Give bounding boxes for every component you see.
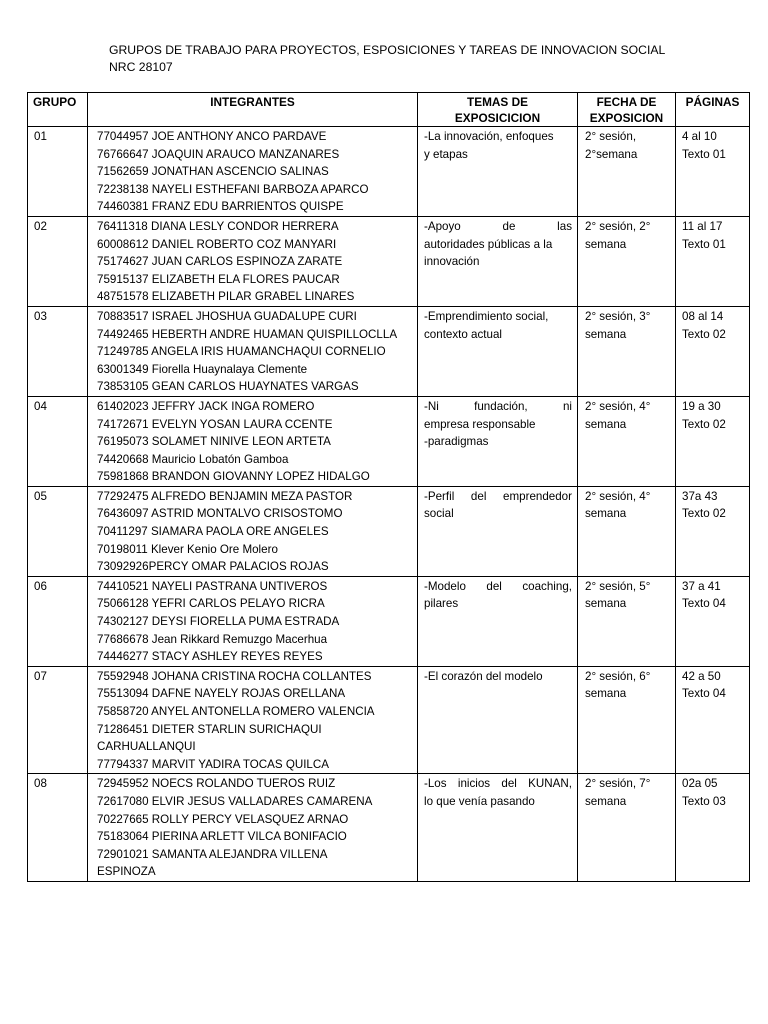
group-number: 05 xyxy=(28,486,88,576)
member-line: 77686678 Jean Rikkard Remuzgo Macerhua xyxy=(97,632,328,646)
header-date-line2: EXPOSICION xyxy=(589,111,664,125)
date-line: semana xyxy=(585,687,627,701)
member-line: 74420668 Mauricio Lobatón Gamboa xyxy=(97,452,289,466)
member-line: 75915137 ELIZABETH ELA FLORES PAUCAR xyxy=(97,272,340,286)
pages-line: 08 al 14 xyxy=(682,309,724,323)
member-line: 63001349 Fiorella Huaynalaya Clemente xyxy=(97,362,308,376)
member-line: 73092926PERCY OMAR PALACIOS ROJAS xyxy=(97,560,329,574)
exposition-topic xyxy=(418,666,578,774)
document-subtitle: NRC 28107 xyxy=(109,60,173,74)
topic-line: autoridades públicas a la xyxy=(424,237,553,251)
date-line: semana xyxy=(585,794,627,808)
member-line: 75981868 BRANDON GIOVANNY LOPEZ HIDALGO xyxy=(97,470,370,484)
table-row xyxy=(28,576,750,666)
pages-line: Texto 02 xyxy=(682,417,726,431)
member-line: 74410521 NAYELI PASTRANA UNTIVEROS xyxy=(97,579,328,593)
pages-line: Texto 02 xyxy=(682,507,726,521)
member-line: 75174627 JUAN CARLOS ESPINOZA ZARATE xyxy=(97,255,343,269)
table-row xyxy=(28,396,750,486)
exposition-date xyxy=(578,127,676,217)
group-members xyxy=(88,486,418,576)
topic-line: empresa responsable xyxy=(424,417,536,431)
header-group: GRUPO xyxy=(28,93,88,127)
member-line: 70198011 Klever Kenio Ore Molero xyxy=(97,542,278,556)
topic-line: -Los inicios del KUNAN, xyxy=(424,777,572,791)
group-number: 08 xyxy=(28,774,88,882)
exposition-topic xyxy=(418,216,578,306)
member-line: 73853105 GEAN CARLOS HUAYNATES VARGAS xyxy=(97,380,359,394)
pages-line: 42 a 50 xyxy=(682,669,721,683)
topic-line: -Perfil del emprendedor xyxy=(424,489,572,503)
member-line: 74492465 HEBERTH ANDRE HUAMAN QUISPILLOCLLA xyxy=(97,327,398,341)
date-line: semana xyxy=(585,597,627,611)
member-line: 72238138 NAYELI ESTHEFANI BARBOZA APARCO xyxy=(97,182,369,196)
table-row xyxy=(28,127,750,217)
date-line: semana xyxy=(585,237,627,251)
pages-line: 11 al 17 xyxy=(682,219,723,233)
header-topic-line1: TEMAS DE xyxy=(467,95,528,109)
pages-line: 02a 05 xyxy=(682,777,718,791)
pages-reference xyxy=(676,774,750,882)
pages-reference xyxy=(676,666,750,774)
topic-line: -paradigmas xyxy=(424,435,489,449)
table-row xyxy=(28,774,750,882)
date-line: 2° sesión, xyxy=(585,130,637,143)
group-number: 04 xyxy=(28,396,88,486)
pages-line: 37 a 41 xyxy=(682,579,721,593)
table-row xyxy=(28,486,750,576)
member-line: 72945952 NOECS ROLANDO TUEROS RUIZ xyxy=(97,777,336,791)
member-line: 76411318 DIANA LESLY CONDOR HERRERA xyxy=(97,219,339,233)
pages-line: Texto 04 xyxy=(682,687,726,701)
topic-line: -La innovación, enfoques xyxy=(424,130,554,143)
pages-line: 4 al 10 xyxy=(682,130,717,143)
table-row xyxy=(28,306,750,396)
member-line: 75592948 JOHANA CRISTINA ROCHA COLLANTES xyxy=(97,669,372,683)
member-line: 70411297 SIAMARA PAOLA ORE ANGELES xyxy=(97,525,329,539)
member-line: 72617080 ELVIR JESUS VALLADARES CAMARENA xyxy=(97,794,373,808)
exposition-date xyxy=(578,396,676,486)
topic-line: y etapas xyxy=(424,147,468,161)
member-line: 48751578 ELIZABETH PILAR GRABEL LINARES xyxy=(97,290,355,304)
groups-table xyxy=(27,92,750,882)
table-header-row xyxy=(28,93,750,127)
member-line: 72901021 SAMANTA ALEJANDRA VILLENA xyxy=(97,847,328,861)
member-line: 75183064 PIERINA ARLETT VILCA BONIFACIO xyxy=(97,830,347,844)
pages-line: Texto 01 xyxy=(682,147,726,161)
group-members xyxy=(88,127,418,217)
topic-line: -Apoyo de las xyxy=(424,219,572,233)
group-number: 07 xyxy=(28,666,88,774)
member-line: 75513094 DAFNE NAYELY ROJAS ORELLANA xyxy=(97,687,346,701)
pages-line: Texto 04 xyxy=(682,597,726,611)
member-line: 61402023 JEFFRY JACK INGA ROMERO xyxy=(97,399,315,413)
exposition-topic xyxy=(418,576,578,666)
group-number: 01 xyxy=(28,127,88,217)
group-members xyxy=(88,396,418,486)
pages-reference xyxy=(676,576,750,666)
member-line: 77794337 MARVIT YADIRA TOCAS QUILCA xyxy=(97,757,329,771)
group-members xyxy=(88,576,418,666)
date-line: semana xyxy=(585,327,627,341)
group-members xyxy=(88,774,418,882)
pages-line: Texto 02 xyxy=(682,327,726,341)
exposition-date xyxy=(578,216,676,306)
pages-line: Texto 03 xyxy=(682,794,726,808)
exposition-topic xyxy=(418,396,578,486)
pages-line: 19 a 30 xyxy=(682,399,721,413)
member-line: 76766647 JOAQUIN ARAUCO MANZANARES xyxy=(97,147,340,161)
exposition-topic xyxy=(418,486,578,576)
topic-line: pilares xyxy=(424,597,459,611)
exposition-date xyxy=(578,486,676,576)
member-line: 74446277 STACY ASHLEY REYES REYES xyxy=(97,650,323,664)
topic-line: -El corazón del modelo xyxy=(424,669,543,683)
topic-line: -Emprendimiento social, xyxy=(424,309,549,323)
pages-line: 37a 43 xyxy=(682,489,718,503)
member-line: 70883517 ISRAEL JHOSHUA GUADALUPE CURI xyxy=(97,309,357,323)
group-members xyxy=(88,306,418,396)
header-topic xyxy=(418,93,578,127)
date-line: semana xyxy=(585,417,627,431)
pages-reference xyxy=(676,216,750,306)
member-line: 71249785 ANGELA IRIS HUAMANCHAQUI CORNELIO xyxy=(97,345,386,359)
member-line: 71562659 JONATHAN ASCENCIO SALINAS xyxy=(97,165,329,179)
member-line: 70227665 ROLLY PERCY VELASQUEZ ARNAO xyxy=(97,812,349,826)
pages-reference xyxy=(676,396,750,486)
table-row xyxy=(28,216,750,306)
member-line: 74460381 FRANZ EDU BARRIENTOS QUISPE xyxy=(97,200,344,214)
date-line: 2° sesión, 3° xyxy=(585,309,651,323)
pages-reference xyxy=(676,486,750,576)
header-date xyxy=(578,93,676,127)
date-line: semana xyxy=(585,507,627,521)
pages-line: Texto 01 xyxy=(682,237,726,251)
member-line: 74172671 EVELYN YOSAN LAURA CCENTE xyxy=(97,417,333,431)
member-line: 76195073 SOLAMET NINIVE LEON ARTETA xyxy=(97,435,331,449)
exposition-date xyxy=(578,576,676,666)
date-line: 2° sesión, 7° xyxy=(585,777,651,791)
group-number: 02 xyxy=(28,216,88,306)
member-line: 75858720 ANYEL ANTONELLA ROMERO VALENCIA xyxy=(97,705,375,718)
member-line: 74302127 DEYSI FIORELLA PUMA ESTRADA xyxy=(97,615,340,629)
exposition-topic xyxy=(418,306,578,396)
exposition-topic xyxy=(418,774,578,882)
member-line: 77044957 JOE ANTHONY ANCO PARDAVE xyxy=(97,130,327,143)
member-line: 77292475 ALFREDO BENJAMIN MEZA PASTOR xyxy=(97,489,353,503)
table-body xyxy=(28,127,750,882)
member-line: CARHUALLANQUI xyxy=(97,740,196,754)
topic-line: innovación xyxy=(424,255,480,269)
date-line: 2° sesión, 4° xyxy=(585,399,651,413)
topic-line: lo que venía pasando xyxy=(424,794,535,808)
topic-line: -Ni fundación, ni xyxy=(424,399,572,413)
exposition-date xyxy=(578,306,676,396)
header-topic-line2: EXPOSICICION xyxy=(454,111,541,125)
member-line: 60008612 DANIEL ROBERTO COZ MANYARI xyxy=(97,237,337,251)
date-line: 2° sesión, 6° xyxy=(585,669,651,683)
table-row xyxy=(28,666,750,774)
document-title: GRUPOS DE TRABAJO PARA PROYECTOS, ESPOSICIONES Y TAREAS DE INNOVACION SOCIAL xyxy=(109,43,666,57)
exposition-date xyxy=(578,774,676,882)
header-date-line1: FECHA DE xyxy=(596,95,657,109)
header-pages: PÁGINAS xyxy=(676,93,750,127)
member-line: 71286451 DIETER STARLIN SURICHAQUI xyxy=(97,722,322,736)
document-header xyxy=(109,42,665,76)
pages-reference xyxy=(676,127,750,217)
pages-reference xyxy=(676,306,750,396)
group-members xyxy=(88,666,418,774)
topic-line: contexto actual xyxy=(424,327,502,341)
member-line: 75066128 YEFRI CARLOS PELAYO RICRA xyxy=(97,597,325,611)
group-members xyxy=(88,216,418,306)
date-line: 2° sesión, 4° xyxy=(585,489,651,503)
date-line: 2°semana xyxy=(585,147,638,161)
header-members: INTEGRANTES xyxy=(88,93,418,127)
member-line: 76436097 ASTRID MONTALVO CRISOSTOMO xyxy=(97,507,343,521)
exposition-topic xyxy=(418,127,578,217)
group-number: 06 xyxy=(28,576,88,666)
exposition-date xyxy=(578,666,676,774)
topic-line: social xyxy=(424,507,454,521)
group-number: 03 xyxy=(28,306,88,396)
member-line: ESPINOZA xyxy=(97,865,156,879)
topic-line: -Modelo del coaching, xyxy=(424,579,572,593)
date-line: 2° sesión, 5° xyxy=(585,579,651,593)
date-line: 2° sesión, 2° xyxy=(585,219,651,233)
